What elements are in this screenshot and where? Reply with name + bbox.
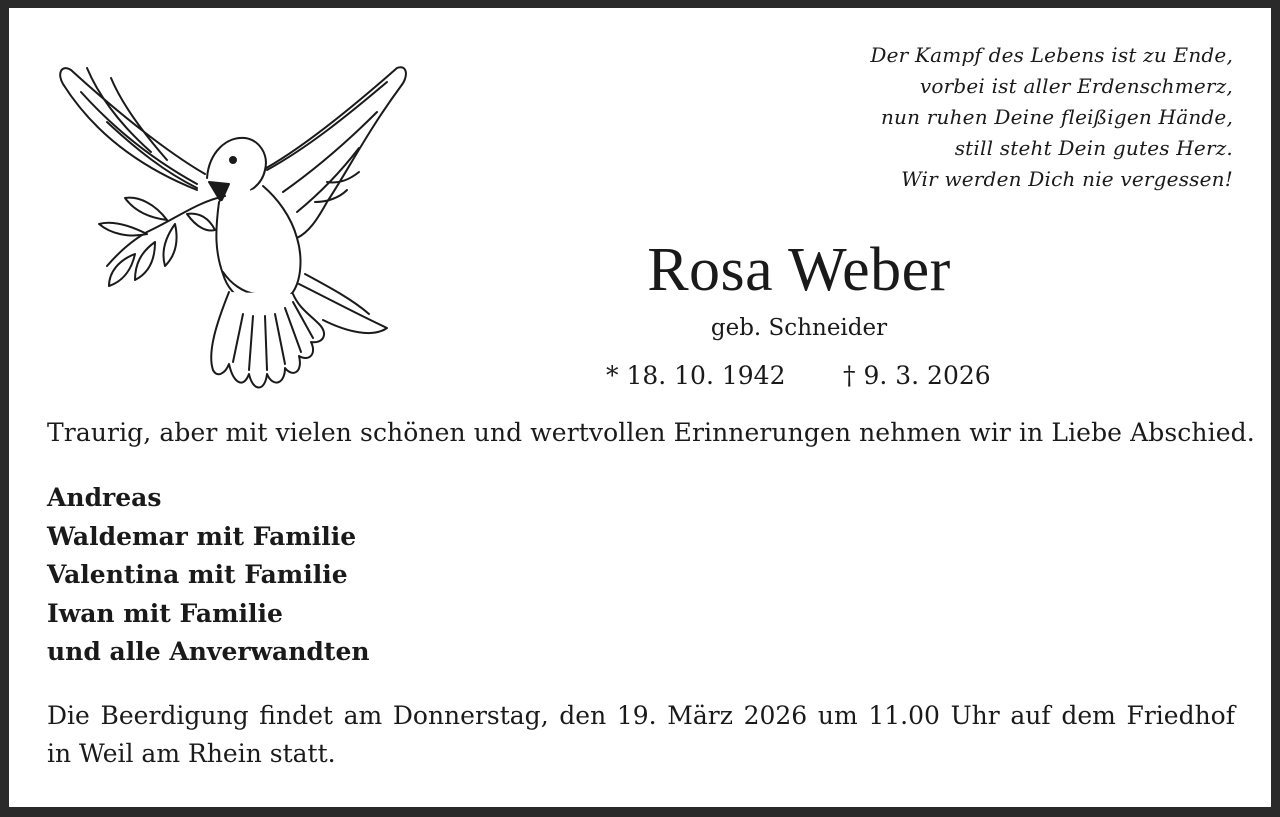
funeral-details xyxy=(47,697,1235,773)
mourner-entry: Iwan mit Familie xyxy=(47,598,283,628)
poem-line: Wir werden Dich nie vergessen! xyxy=(901,167,1233,191)
poem-line: nun ruhen Deine fleißigen Hände, xyxy=(880,105,1233,129)
birth-date: * 18. 10. 1942 xyxy=(606,361,786,390)
poem-line: vorbei ist aller Erdenschmerz, xyxy=(919,74,1233,98)
maiden-name: geb. Schneider xyxy=(710,315,888,341)
mourner-entry: Andreas xyxy=(47,483,162,512)
farewell-text: Traurig, aber mit vielen schönen und wertvollen Erinnerungen nehmen wir in Liebe Abschied. xyxy=(47,418,1255,447)
obituary-notice xyxy=(9,8,1271,807)
mourner-entry: und alle Anverwandten xyxy=(47,637,370,666)
mourner-entry: Valentina mit Familie xyxy=(47,560,348,589)
mourner-entry: Waldemar mit Familie xyxy=(47,521,357,551)
death-date: † 9. 3. 2026 xyxy=(843,361,991,390)
dove-with-olive-branch-icon xyxy=(47,52,407,392)
life-dates xyxy=(606,359,991,393)
deceased-name: Rosa Weber xyxy=(647,236,951,304)
funeral-line: in Weil am Rhein statt. xyxy=(47,739,336,768)
poem-line: still steht Dein gutes Herz. xyxy=(954,136,1233,160)
poem-line: Der Kampf des Lebens ist zu Ende, xyxy=(870,43,1233,67)
mourners-list xyxy=(47,479,370,672)
funeral-line: Die Beerdigung findet am Donnerstag, den 19. März 2026 um 11.00 Uhr auf dem Friedhof xyxy=(47,701,1235,730)
memorial-poem xyxy=(673,40,1233,195)
